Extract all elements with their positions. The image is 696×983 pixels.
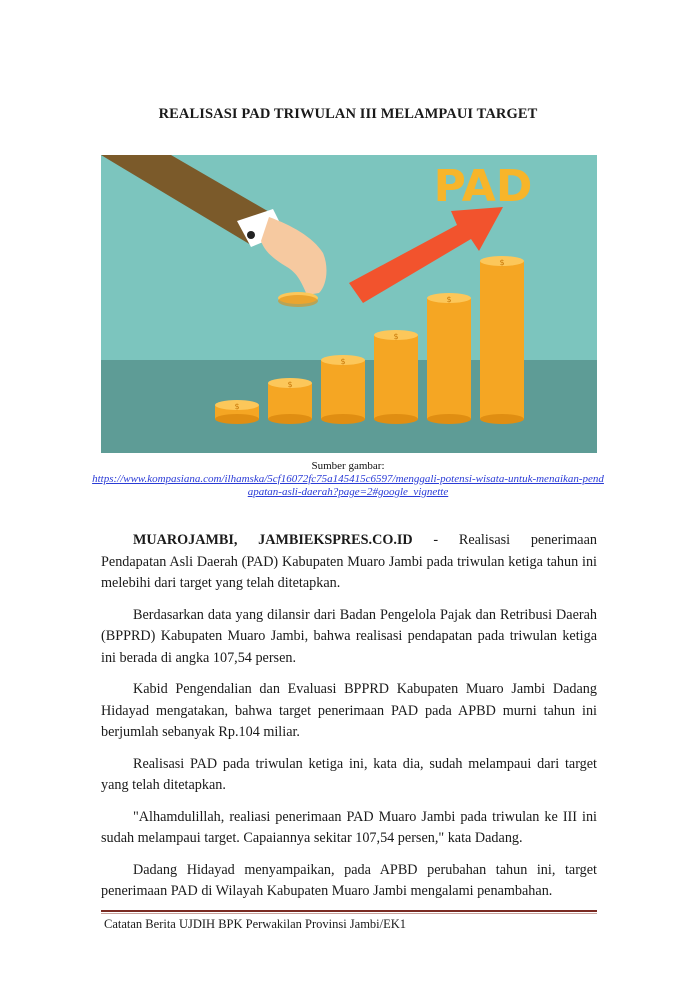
paragraph-5: "Alhamdulillah, realiasi penerimaan PAD Muaro Jambi pada triwulan ke III ini sudah melampaui target. Capaiannya sekitar 107,54 persen," kata Dadang. <box>101 808 597 846</box>
page-footer: Catatan Berita UJDIH BPK Perwakilan Provinsi Jambi/EK1 <box>104 917 407 931</box>
paragraph-2: Berdasarkan data yang dilansir dari Badan Pengelola Pajak dan Retribusi Daerah (BPPRD) Kabupaten Muaro Jambi, bahwa realisasi pendapatan pada triwulan ketiga ini berada di angka 107,54 persen. <box>101 606 597 666</box>
footer-divider-thin <box>101 913 597 914</box>
coin-stack-2 <box>268 378 312 424</box>
pad-label: PAD <box>433 161 533 212</box>
svg-text:$: $ <box>393 332 399 341</box>
paragraph-1: MUAROJAMBI, JAMBIEKSPRES.CO.ID - Realisasi penerimaan Pendapatan Asli Daerah (PAD) Kabupaten Muaro Jambi pada triwulan ketiga tahun ini melebihi dari target yang telah ditetapkan. <box>101 532 597 591</box>
coin-stack-5 <box>427 293 471 424</box>
svg-text:$: $ <box>340 357 346 366</box>
svg-text:$: $ <box>446 295 452 304</box>
coin-stack-4 <box>374 330 418 424</box>
caption-source-label: Sumber gambar: <box>311 460 385 472</box>
coin-stack-6 <box>480 256 524 424</box>
paragraph-6: Dadang Hidayad menyampaikan, pada APBD perubahan tahun ini, target penerimaan PAD di Wilayah Kabupaten Muaro Jambi mengalami penambahan. <box>101 861 597 899</box>
pad-growth-illustration <box>101 155 597 453</box>
svg-text:$: $ <box>499 258 505 267</box>
caption-source-link[interactable]: https://www.kompasiana.com/ilhamska/5cf16072fc75a145415c6597/menggali-potensi-wisata-untuk-menaikan-pendapatan-asli-daerah?page=2#google_vignette <box>92 473 604 498</box>
coin-stack-3 <box>321 355 365 424</box>
footer-divider <box>101 910 597 912</box>
svg-text:$: $ <box>287 380 293 389</box>
dateline: MUAROJAMBI, JAMBIEKSPRES.CO.ID <box>133 532 413 548</box>
paragraph-3: Kabid Pengendalian dan Evaluasi BPPRD Kabupaten Muaro Jambi Dadang Hidayad mengatakan, bahwa target penerimaan PAD pada APBD murni tahun ini berjumlah sebanyak Rp.104 miliar. <box>101 681 597 740</box>
page-title: REALISASI PAD TRIWULAN III MELAMPAUI TARGET <box>158 106 538 122</box>
coin-stack-1 <box>215 400 259 424</box>
article-body <box>101 530 597 913</box>
svg-text:$: $ <box>234 402 240 411</box>
paragraph-4: Realisasi PAD pada triwulan ketiga ini, kata dia, sudah melampaui dari target yang telah ditetapkan. <box>101 755 597 793</box>
image-caption <box>90 460 606 499</box>
